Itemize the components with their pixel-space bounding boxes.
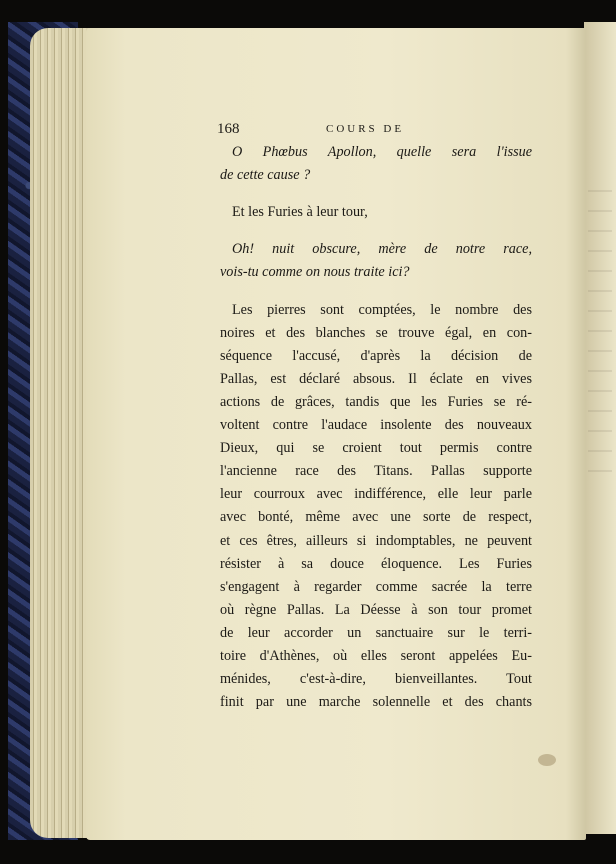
text-line: toire d'Athènes, où elles seront appelées Eu-	[220, 648, 532, 664]
text-line: finit par une marche solennelle et des chants	[220, 694, 532, 711]
text-line: leur courroux avec indifférence, elle leur parle	[220, 486, 532, 503]
page-number: 168	[217, 121, 240, 137]
text-line: Les pierres sont comptées, le nombre des	[232, 301, 532, 318]
text-line: et ces êtres, ailleurs si indomptables, ne peuvent	[220, 532, 532, 549]
running-head: COURS DE	[326, 123, 405, 135]
text-line: l'ancienne race des Titans. Pallas supporte	[220, 463, 532, 480]
text-line: s'engagent à regarder comme sacrée la terre	[220, 578, 532, 595]
text-line: de leur accorder un sanctuaire sur le terri-	[220, 624, 532, 641]
facing-page-edge	[584, 22, 616, 834]
text-line: de cette cause ?	[220, 167, 311, 184]
text-line: noires et des blanches se trouve égal, en con-	[220, 324, 532, 341]
text-line: voltent contre l'audace insolente des nouveaux	[220, 417, 532, 433]
text-line: Et les Furies à leur tour,	[232, 204, 368, 221]
text-line: actions de grâces, tandis que les Furies se ré-	[220, 393, 532, 410]
text-line: avec bonté, même avec une sorte de respect,	[220, 509, 532, 526]
text-line: résister à sa douce éloquence. Les Furies	[220, 555, 532, 572]
bleed-through-text	[588, 172, 612, 472]
text-line: Oh! nuit obscure, mère de notre race,	[232, 241, 532, 258]
text-line: vois-tu comme on nous traite ici?	[220, 264, 410, 281]
text-line: ménides, c'est-à-dire, bienveillantes. Tout	[220, 671, 532, 688]
text-line: Dieux, qui se croient tout permis contre	[220, 440, 532, 457]
paper-stain	[538, 754, 556, 766]
text-line: Pallas, est déclaré absous. Il éclate en vives	[220, 370, 532, 387]
text-line: séquence l'accusé, d'après la décision de	[220, 347, 532, 364]
text-line: où règne Pallas. La Déesse à son tour promet	[220, 601, 532, 618]
text-line: O Phœbus Apollon, quelle sera l'issue	[232, 144, 532, 160]
